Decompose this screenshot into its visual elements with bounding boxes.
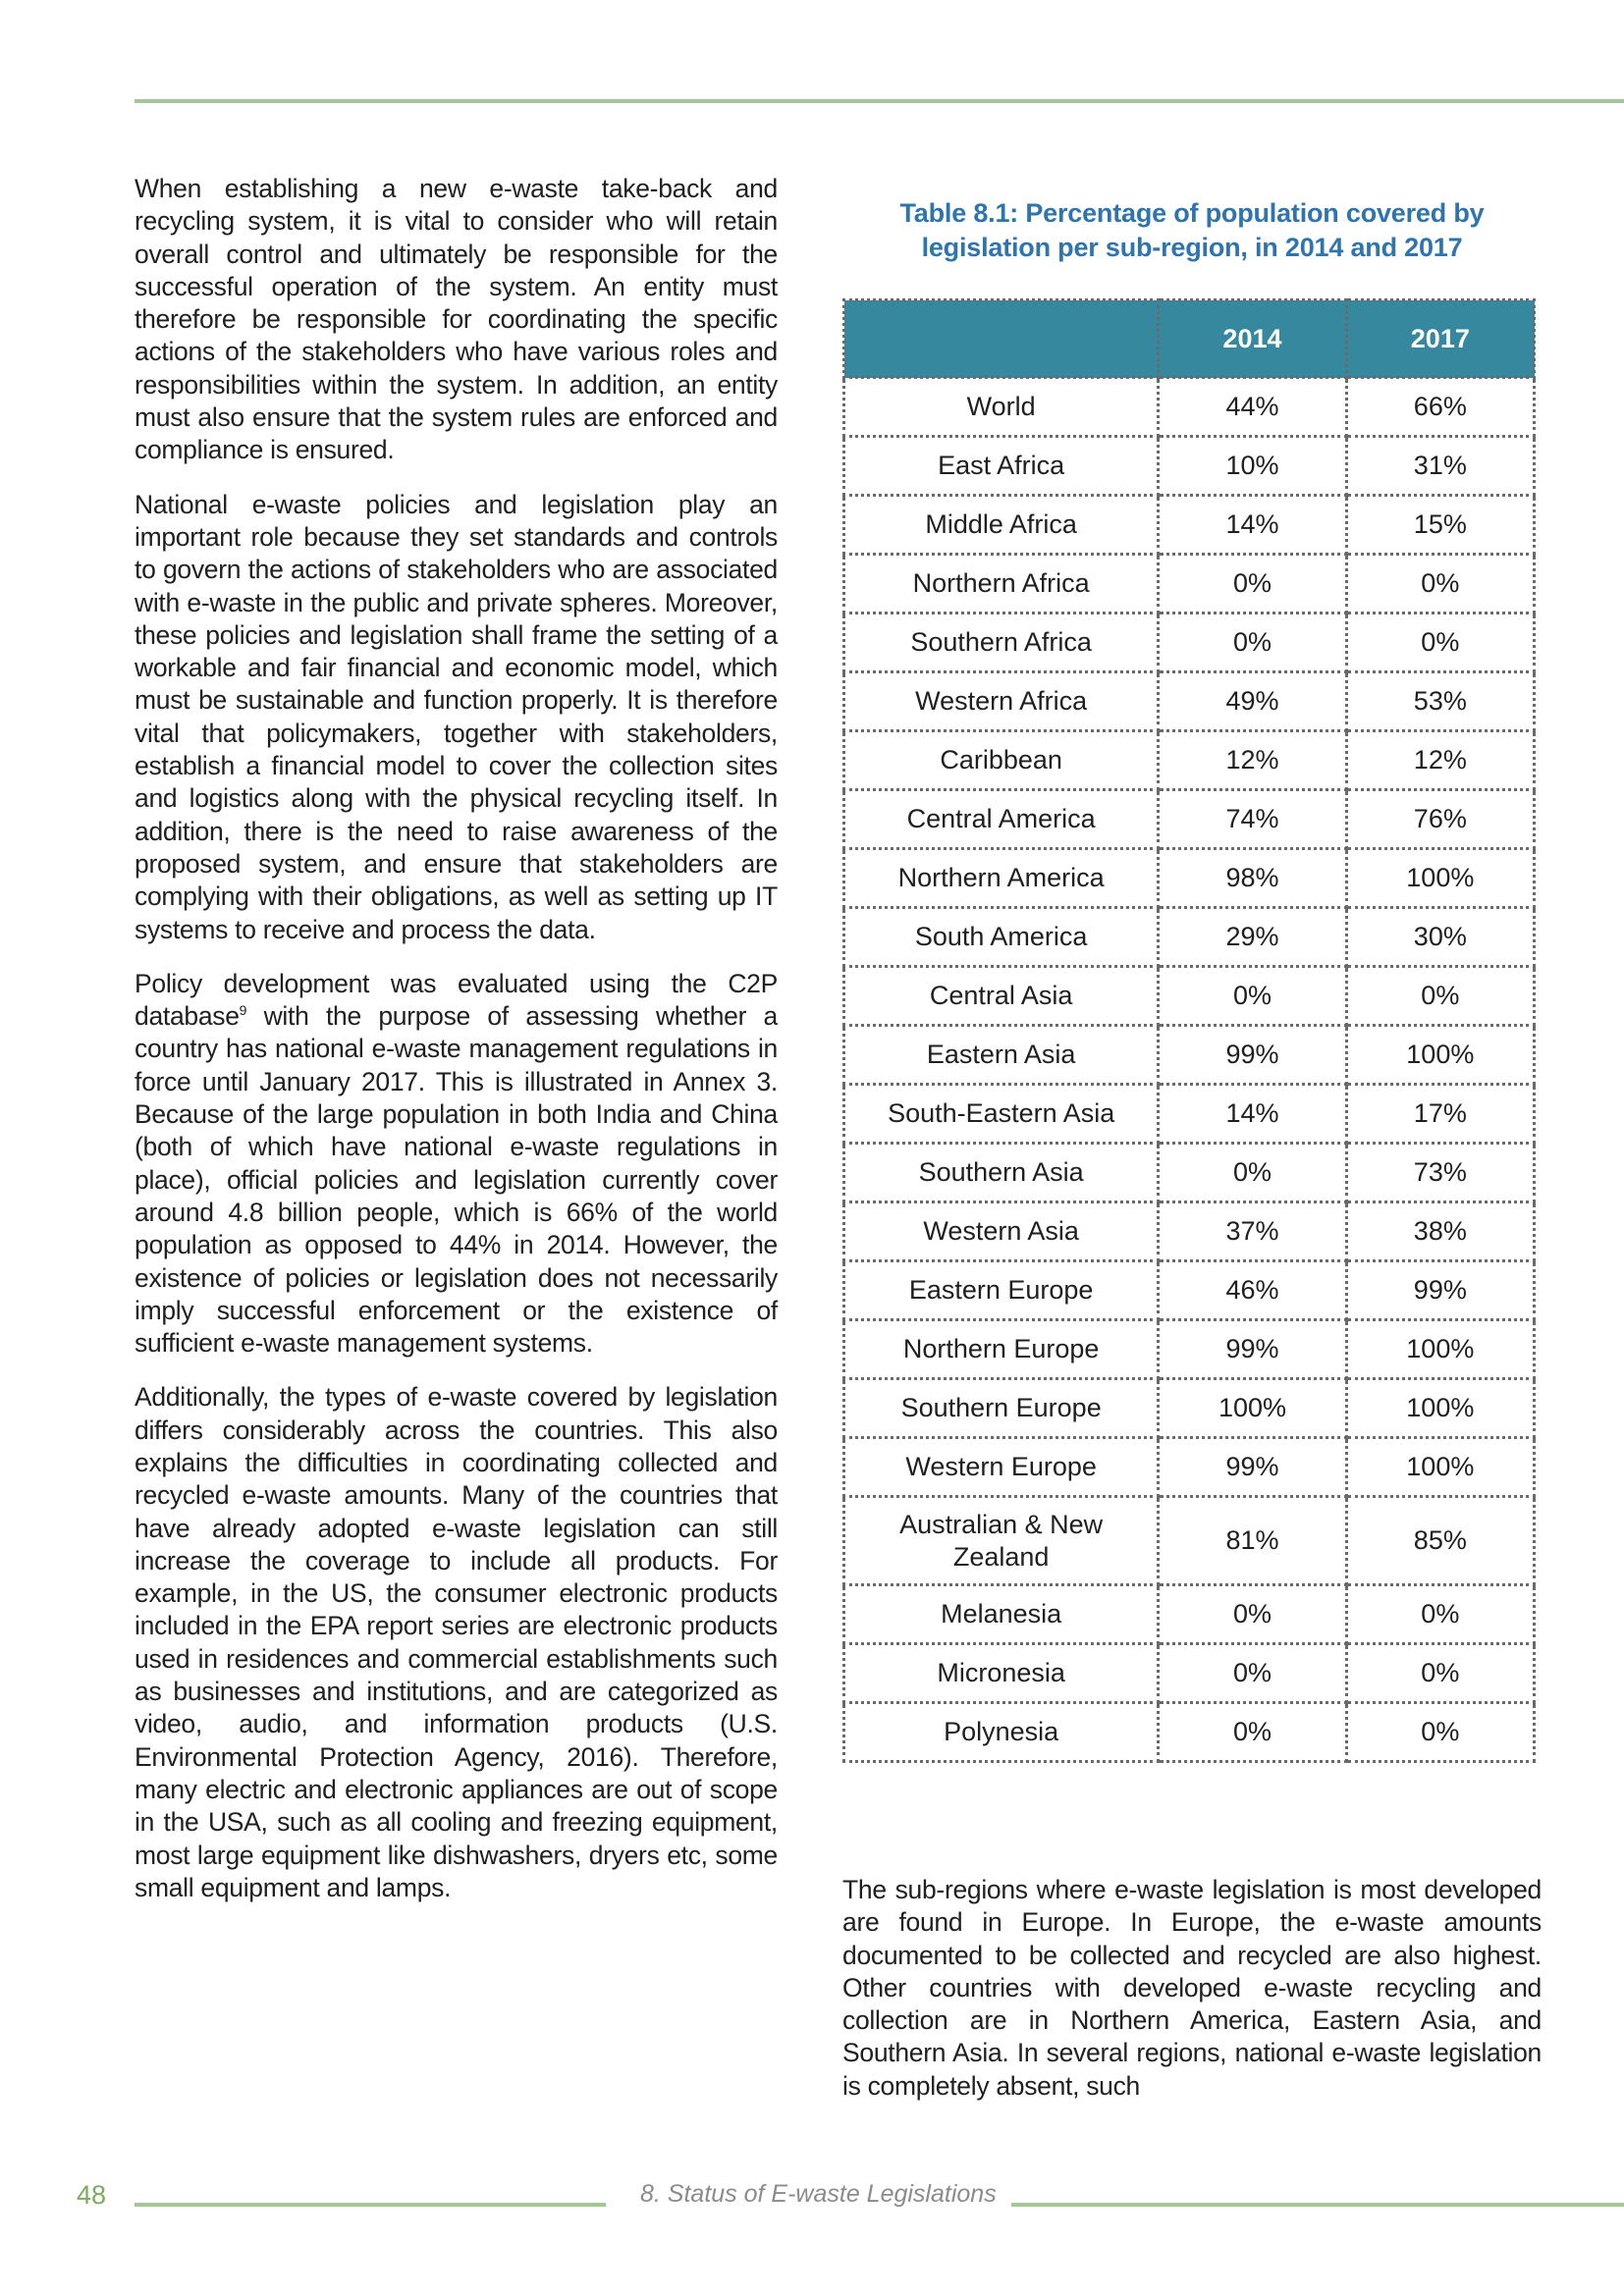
table-title-line-2: legislation per sub-region, in 2014 and 2017 bbox=[921, 233, 1463, 262]
table-row bbox=[844, 967, 1535, 1026]
header-2017: 2017 bbox=[1346, 300, 1534, 378]
region-cell: Western Africa bbox=[844, 672, 1159, 731]
paragraph-national-policies: National e-waste policies and legislation play an important role because they set standards and controls to govern the actions of stakeholders who are associated with e-waste in the public and private spheres. Moreover, these policies and legislation shall frame the setting of a workable and fair financial and economic model, which must be sustainable and function properly. It is therefore vital that policymakers, together with stakeholders, establish a financial model to cover the collection sites and logistics along with the physical recycling itself. In addition, there is the need to raise awareness of the proposed system, and ensure that stakeholders are complying with their obligations, as well as setting up IT systems to receive and process the data. bbox=[135, 489, 778, 944]
region-cell: East Africa bbox=[844, 437, 1159, 496]
table-title bbox=[842, 196, 1542, 265]
region-cell: Western Europe bbox=[844, 1438, 1159, 1497]
value-2017-cell: 100% bbox=[1346, 1438, 1534, 1497]
paragraph-take-back-system: When establishing a new e-waste take-back and recycling system, it is vital to consider who will retain overall control and ultimately be responsible for the successful operation of the system. An entity must therefore be responsible for coordinating the specific actions of the stakeholders who have various roles and responsibilities within the system. In addition, an entity must also ensure that the system rules are enforced and compliance is ensured. bbox=[135, 174, 778, 465]
value-2017-cell: 38% bbox=[1346, 1202, 1534, 1261]
region-cell: Melanesia bbox=[844, 1585, 1159, 1644]
value-2014-cell: 0% bbox=[1159, 614, 1346, 672]
value-2014-cell: 0% bbox=[1159, 1644, 1346, 1703]
table-row bbox=[844, 908, 1535, 967]
table-row bbox=[844, 1202, 1535, 1261]
left-column bbox=[135, 173, 778, 1926]
table-row bbox=[844, 1026, 1535, 1085]
region-cell: Northern Africa bbox=[844, 555, 1159, 614]
value-2017-cell: 0% bbox=[1346, 555, 1534, 614]
table-row bbox=[844, 1644, 1535, 1703]
paragraph-subregions-europe: The sub-regions where e-waste legislation is most developed are found in Europe. In Europe, the e-waste amounts documented to be collected and recycled are also highest. Other countries with developed e-waste recycling and collection are in Northern America, Eastern Asia, and Southern Asia. In several regions, national e-waste legislation is completely absent, such bbox=[842, 1875, 1542, 2101]
region-cell: Caribbean bbox=[844, 731, 1159, 790]
value-2017-cell: 0% bbox=[1346, 1585, 1534, 1644]
region-cell: Middle Africa bbox=[844, 496, 1159, 555]
value-2017-cell: 12% bbox=[1346, 731, 1534, 790]
value-2014-cell: 99% bbox=[1159, 1320, 1346, 1379]
table-row bbox=[844, 731, 1535, 790]
value-2017-cell: 53% bbox=[1346, 672, 1534, 731]
value-2017-cell: 0% bbox=[1346, 1644, 1534, 1703]
value-2017-cell: 0% bbox=[1346, 1703, 1534, 1762]
region-cell: Southern Africa bbox=[844, 614, 1159, 672]
footer-rule-right bbox=[1011, 2203, 1624, 2207]
value-2017-cell: 100% bbox=[1346, 849, 1534, 908]
value-2014-cell: 99% bbox=[1159, 1438, 1346, 1497]
footer-rule-left bbox=[135, 2203, 606, 2207]
policy-text-before-footnote: Policy development was evaluated using the C2P database bbox=[135, 968, 778, 1032]
value-2014-cell: 0% bbox=[1159, 1703, 1346, 1762]
value-2017-cell: 73% bbox=[1346, 1144, 1534, 1202]
table-row bbox=[844, 790, 1535, 849]
page-number: 48 bbox=[77, 2180, 107, 2210]
value-2014-cell: 46% bbox=[1159, 1261, 1346, 1320]
table-body bbox=[844, 378, 1535, 1762]
table-row bbox=[844, 1085, 1535, 1144]
value-2017-cell: 15% bbox=[1346, 496, 1534, 555]
policy-text-after-footnote: with the purpose of assessing whether a country has national e-waste management regulations in force until January 2017. This is illustrated in Annex 3. Because of the large population in both India and China (both of which have national e-waste regulations in place), official policies and legislation currently cover around 4.8 billion people, which is 66% of the world population as opposed to 44% in 2014. However, the existence of policies or legislation does not necessarily imply successful enforcement or the existence of sufficient e-waste management systems. bbox=[135, 1001, 778, 1359]
value-2017-cell: 76% bbox=[1346, 790, 1534, 849]
value-2014-cell: 100% bbox=[1159, 1379, 1346, 1438]
paragraph-types-of-ewaste: Additionally, the types of e-waste covered by legislation differs considerably across the countries. This also explains the difficulties in coordinating collected and recycled e-waste amounts. Many of the countries that have already adopted e-waste legislation can still increase the coverage to include all products. For example, in the US, the consumer electronic products included in the EPA report series are electronic products used in residences and commercial establishments such as businesses and institutions, and are categorized as video, audio, and information products (U.S. Environmental Protection Agency, 2016). Therefore, many electric and electronic appliances are out of scope in the USA, such as all cooling and freezing equipment, most large equipment like dishwashers, dryers etc, some small equipment and lamps. bbox=[135, 1382, 778, 1902]
footnote-marker[interactable]: 9 bbox=[239, 1002, 247, 1019]
table-row bbox=[844, 496, 1535, 555]
region-cell: South America bbox=[844, 908, 1159, 967]
value-2017-cell: 85% bbox=[1346, 1497, 1534, 1585]
value-2014-cell: 14% bbox=[1159, 1085, 1346, 1144]
value-2017-cell: 100% bbox=[1346, 1379, 1534, 1438]
table-row bbox=[844, 1379, 1535, 1438]
value-2014-cell: 0% bbox=[1159, 1144, 1346, 1202]
table-row bbox=[844, 1261, 1535, 1320]
value-2017-cell: 30% bbox=[1346, 908, 1534, 967]
value-2017-cell: 31% bbox=[1346, 437, 1534, 496]
table-row bbox=[844, 1585, 1535, 1644]
region-cell: Northern America bbox=[844, 849, 1159, 908]
table-row bbox=[844, 672, 1535, 731]
header-region bbox=[844, 300, 1159, 378]
table-row bbox=[844, 437, 1535, 496]
value-2014-cell: 44% bbox=[1159, 378, 1346, 437]
value-2017-cell: 17% bbox=[1346, 1085, 1534, 1144]
value-2014-cell: 0% bbox=[1159, 967, 1346, 1026]
region-cell: Eastern Asia bbox=[844, 1026, 1159, 1085]
running-footer-title: 8. Status of E-waste Legislations bbox=[640, 2180, 997, 2208]
region-cell: Northern Europe bbox=[844, 1320, 1159, 1379]
right-column-paragraph-container bbox=[842, 1874, 1542, 2124]
region-cell: Southern Asia bbox=[844, 1144, 1159, 1202]
table-row bbox=[844, 555, 1535, 614]
table-row bbox=[844, 1320, 1535, 1379]
value-2014-cell: 0% bbox=[1159, 1585, 1346, 1644]
value-2014-cell: 37% bbox=[1159, 1202, 1346, 1261]
region-cell: Western Asia bbox=[844, 1202, 1159, 1261]
header-rule bbox=[135, 99, 1624, 103]
region-cell: Polynesia bbox=[844, 1703, 1159, 1762]
paragraph-policy-development bbox=[135, 968, 778, 1361]
value-2014-cell: 29% bbox=[1159, 908, 1346, 967]
table-row bbox=[844, 614, 1535, 672]
region-cell: Central America bbox=[844, 790, 1159, 849]
value-2014-cell: 98% bbox=[1159, 849, 1346, 908]
value-2017-cell: 0% bbox=[1346, 614, 1534, 672]
value-2014-cell: 74% bbox=[1159, 790, 1346, 849]
region-cell: Micronesia bbox=[844, 1644, 1159, 1703]
table-title-line-1: Table 8.1: Percentage of population covered by bbox=[899, 198, 1485, 228]
table-row bbox=[844, 849, 1535, 908]
coverage-table bbox=[842, 298, 1536, 1763]
value-2014-cell: 14% bbox=[1159, 496, 1346, 555]
table-row bbox=[844, 1438, 1535, 1497]
value-2017-cell: 100% bbox=[1346, 1320, 1534, 1379]
table-row bbox=[844, 1703, 1535, 1762]
region-cell: World bbox=[844, 378, 1159, 437]
region-cell: South-Eastern Asia bbox=[844, 1085, 1159, 1144]
value-2014-cell: 49% bbox=[1159, 672, 1346, 731]
value-2017-cell: 66% bbox=[1346, 378, 1534, 437]
value-2017-cell: 100% bbox=[1346, 1026, 1534, 1085]
region-cell: Australian & New Zealand bbox=[844, 1497, 1159, 1585]
value-2014-cell: 0% bbox=[1159, 555, 1346, 614]
value-2014-cell: 10% bbox=[1159, 437, 1346, 496]
region-cell: Eastern Europe bbox=[844, 1261, 1159, 1320]
value-2014-cell: 99% bbox=[1159, 1026, 1346, 1085]
table-header-row bbox=[844, 300, 1535, 378]
table-row bbox=[844, 1497, 1535, 1585]
value-2014-cell: 81% bbox=[1159, 1497, 1346, 1585]
table-row bbox=[844, 1144, 1535, 1202]
value-2017-cell: 0% bbox=[1346, 967, 1534, 1026]
region-cell: Central Asia bbox=[844, 967, 1159, 1026]
value-2017-cell: 99% bbox=[1346, 1261, 1534, 1320]
value-2014-cell: 12% bbox=[1159, 731, 1346, 790]
table-row bbox=[844, 378, 1535, 437]
region-cell: Southern Europe bbox=[844, 1379, 1159, 1438]
header-2014: 2014 bbox=[1159, 300, 1346, 378]
right-column bbox=[842, 196, 1542, 1763]
